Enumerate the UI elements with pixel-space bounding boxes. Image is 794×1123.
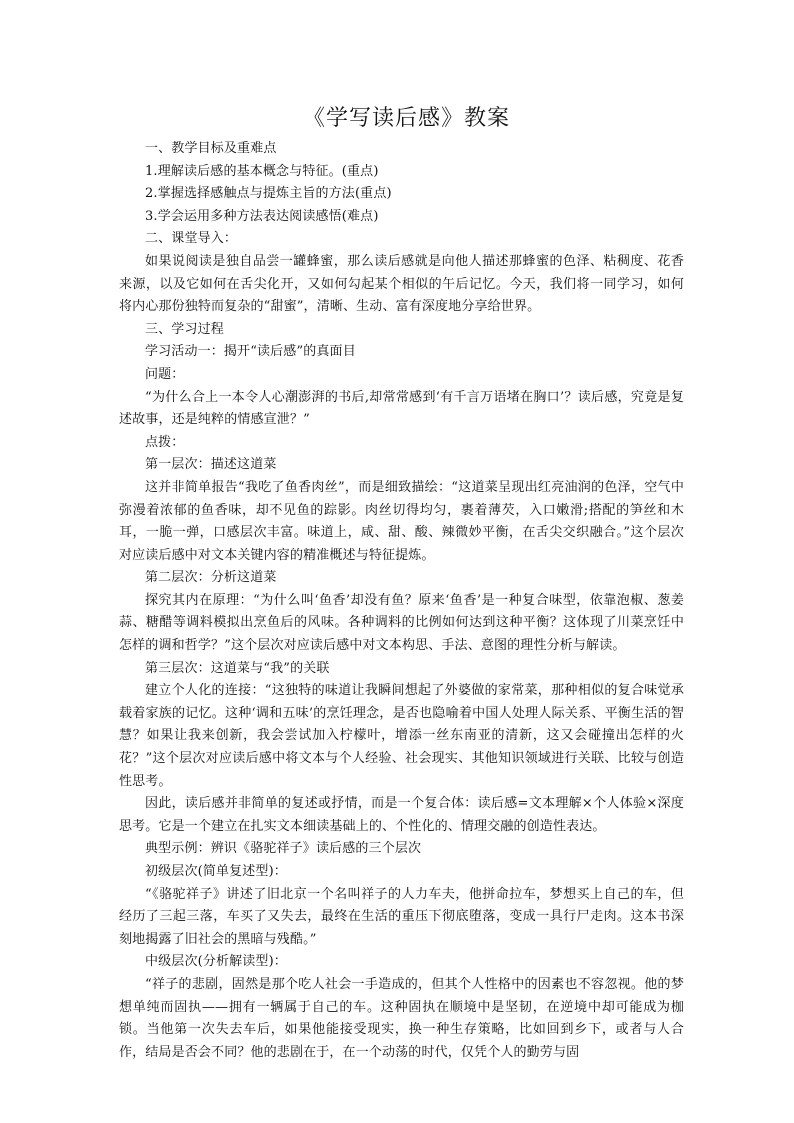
guidance-label: 点拨：: [145, 434, 185, 450]
level-one-heading: 第一层次：描述这道菜: [145, 457, 277, 473]
example-heading: 典型示例：辨识《骆驼祥子》读后感的三个层次: [145, 841, 422, 857]
heading-introduction: 二、课堂导入：: [145, 231, 238, 247]
question-label: 问题：: [145, 366, 185, 382]
objective-item: 3.学会运用多种方法表达阅读感悟(难点): [145, 208, 379, 224]
level-three-heading: 第三层次：这道菜与“我”的关联: [145, 660, 330, 676]
activity-title: 学习活动一：揭开“读后感”的真面目: [145, 344, 356, 360]
level-two-heading: 第二层次：分析这道菜: [145, 570, 277, 586]
document-title: 《学写读后感》教案: [302, 106, 510, 131]
basic-level-label: 初级层次(简单复述型)：: [145, 864, 287, 879]
level-two-paragraph: 探究其内在原理：“为什么叫‘鱼香’却没有鱼？原来‘鱼香’是一种复合味型，依靠泡椒、葱姜蒜、糖醋等调料模拟出烹鱼后的风味。各种调料的比例如何达到这种平衡？这体现了川菜烹饪中怎样的调和哲学？”这个层次对应读后感中对文本构思、手法、意图的理性分析与解读。: [119, 592, 684, 654]
level-three-paragraph: 建立个人化的连接：“这独特的味道让我瞬间想起了外婆做的家常菜，那种相似的复合味觉承载着家族的记忆。这种‘调和五味’的烹饪理念，是否也隐喻着中国人处理人际关系、平衡生活的智慧？如果让我来创新，我会尝试加入柠檬叶，增添一丝东南亚的清新，这又会碰撞出怎样的火花？”这个层次对应读后感中将文本与个人经验、社会现实、其他知识领域进行关联、比较与创造性思考。: [119, 683, 684, 789]
objective-item: 2.掌握选择感触点与提炼主旨的方法(重点): [145, 186, 392, 202]
question-text: “为什么合上一本令人心潮澎湃的书后,却常常感到‘有千言万语堵在胸口’？读后感，究竟是复述故事，还是纯粹的情感宣泄？”: [119, 389, 684, 428]
basic-level-example: “《骆驼祥子》讲述了旧北京一个名叫祥子的人力车夫，他拼命拉车，梦想买上自己的车，但经历了三起三落，车买了又失去，最终在生活的重压下彻底堕落，变成一具行尸走肉。这本书深刻地揭露了旧社会的黑暗与残酷。”: [119, 886, 684, 947]
heading-process: 三、学习过程: [145, 321, 224, 337]
level-one-paragraph: 这并非简单报告“我吃了鱼香肉丝”，而是细致描绘：“这道菜呈现出红亮油润的色泽，空气中弥漫着浓郁的鱼香味，却不见鱼的踪影。肉丝切得均匀，裹着薄芡，入口嫩滑;搭配的笋丝和木耳，一脆一弹，口感层次丰富。味道上，咸、甜、酸、辣微妙平衡，在舌尖交织融合。”这个层次对应读后感中对文本关键内容的精准概述与特征提炼。: [119, 479, 684, 563]
heading-objectives: 一、教学目标及重难点: [145, 141, 277, 156]
intermediate-level-label: 中级层次(分析解读型)：: [145, 954, 287, 970]
objective-item: 1.理解读后感的基本概念与特征。(重点): [145, 163, 379, 179]
summary-paragraph: 因此，读后感并非简单的复述或抒情，而是一个复合体：读后感=文本理解×个人体验×深度思考。它是一个建立在扎实文本细读基础上的、个性化的、情理交融的创造性表达。: [119, 796, 684, 834]
intermediate-level-example: “祥子的悲剧，固然是那个吃人社会一手造成的，但其个人性格中的因素也不容忽视。他的梦想单纯而固执——拥有一辆属于自己的车。这种固执在顺境中是坚韧，在逆境中却可能成为枷锁。当他第一次失去车后，如果他能接受现实，换一种生存策略，比如回到乡下，或者与人合作，结局是否会不同？他的悲剧在于，在一个动荡的时代，仅凭个人的勤劳与固: [119, 976, 684, 1060]
introduction-paragraph: 如果说阅读是独自品尝一罐蜂蜜，那么读后感就是向他人描述那蜂蜜的色泽、粘稠度、花香来源，以及它如何在舌尖化开，又如何勾起某个相似的午后记忆。今天，我们将一同学习，如何将内心那份独特而复杂的“甜蜜”，清晰、生动、富有深度地分享给世界。: [119, 253, 684, 315]
